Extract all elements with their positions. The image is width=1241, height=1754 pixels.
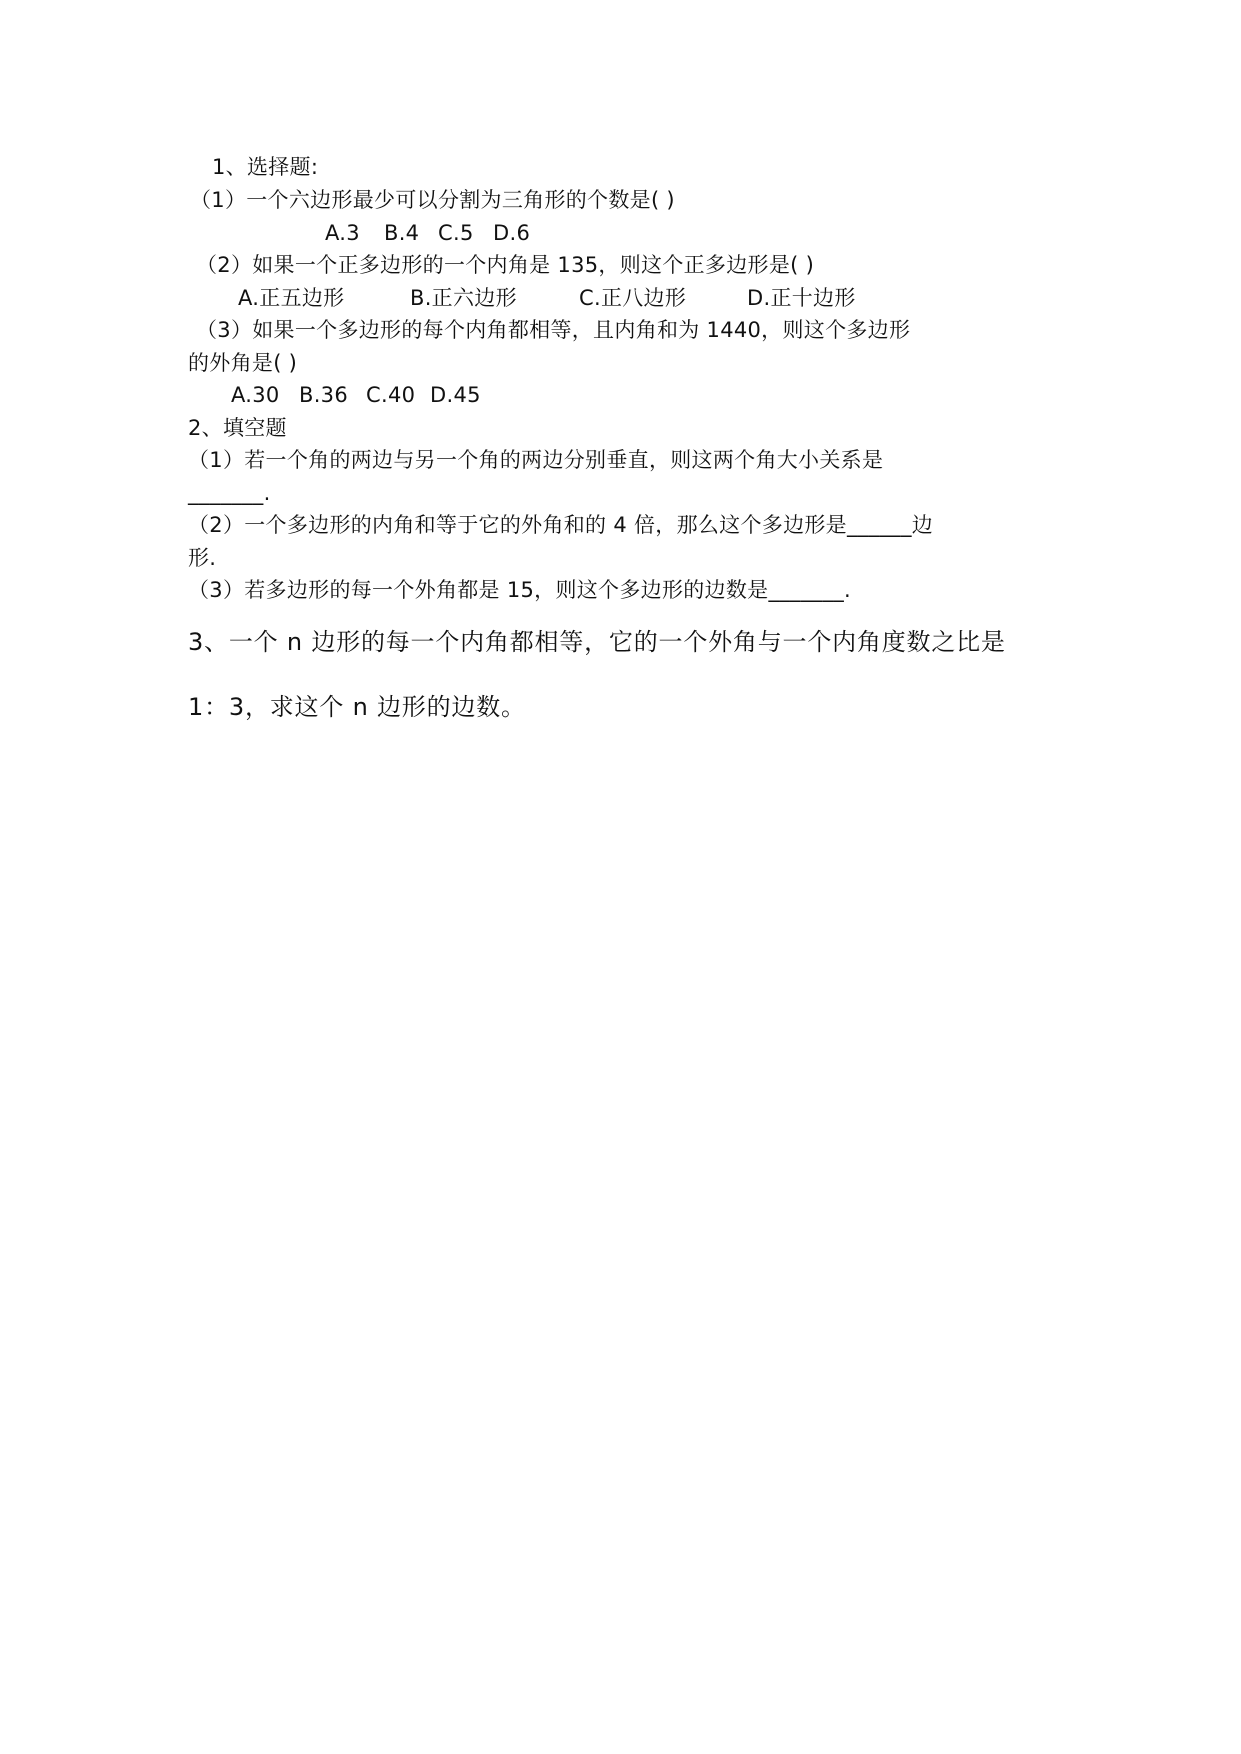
s1-q2-option-c: C.正八边形 — [579, 286, 687, 310]
s2-q2-line1: （2）一个多边形的内角和等于它的外角和的 4 倍，那么这个多边形是______边 — [188, 513, 934, 537]
s1-q3-stem-line1: （3）如果一个多边形的每个内角都相等，且内角和为 1440，则这个多边形 — [196, 318, 911, 342]
s1-q3-option-c: C.40 — [366, 383, 416, 407]
s1-q1-option-c: C.5 — [438, 221, 474, 245]
s2-q3: （3）若多边形的每一个外角都是 15，则这个多边形的边数是_______. — [188, 578, 852, 602]
section1-heading: 1、选择题: — [212, 155, 319, 179]
s1-q1-option-d: D.6 — [493, 221, 531, 245]
s3-line1: 3、一个 n 边形的每一个内角都相等，它的一个外角与一个内角度数之比是 — [188, 628, 1006, 656]
s1-q2-option-a: A.正五边形 — [238, 286, 345, 310]
s1-q3-options — [231, 380, 481, 410]
s1-q3-option-d: D.45 — [430, 383, 481, 407]
s1-q2-option-b: B.正六边形 — [410, 286, 517, 310]
s1-q1-options — [325, 218, 530, 248]
s2-q1-line1: （1）若一个角的两边与另一个角的两边分别垂直，则这两个角大小关系是 — [188, 448, 884, 472]
s1-q1-option-a: A.3 — [325, 221, 360, 245]
s2-q1-line2: _______. — [188, 481, 271, 505]
s1-q3-option-b: B.36 — [299, 383, 349, 407]
s2-q2-line2: 形. — [188, 546, 217, 570]
s1-q2-stem: （2）如果一个正多边形的一个内角是 135，则这个正多边形是( ) — [196, 253, 815, 277]
s1-q2-option-d: D.正十边形 — [747, 286, 856, 310]
s1-q2-options — [238, 283, 856, 313]
s1-q1-stem: （1）一个六边形最少可以分割为三角形的个数是( ) — [190, 188, 675, 212]
s1-q1-option-b: B.4 — [384, 221, 420, 245]
s1-q3-option-a: A.30 — [231, 383, 280, 407]
s3-line2: 1：3，求这个 n 边形的边数。 — [188, 693, 526, 721]
section2-heading: 2、填空题 — [188, 416, 287, 440]
s1-q3-stem-line2: 的外角是( ) — [188, 351, 298, 375]
